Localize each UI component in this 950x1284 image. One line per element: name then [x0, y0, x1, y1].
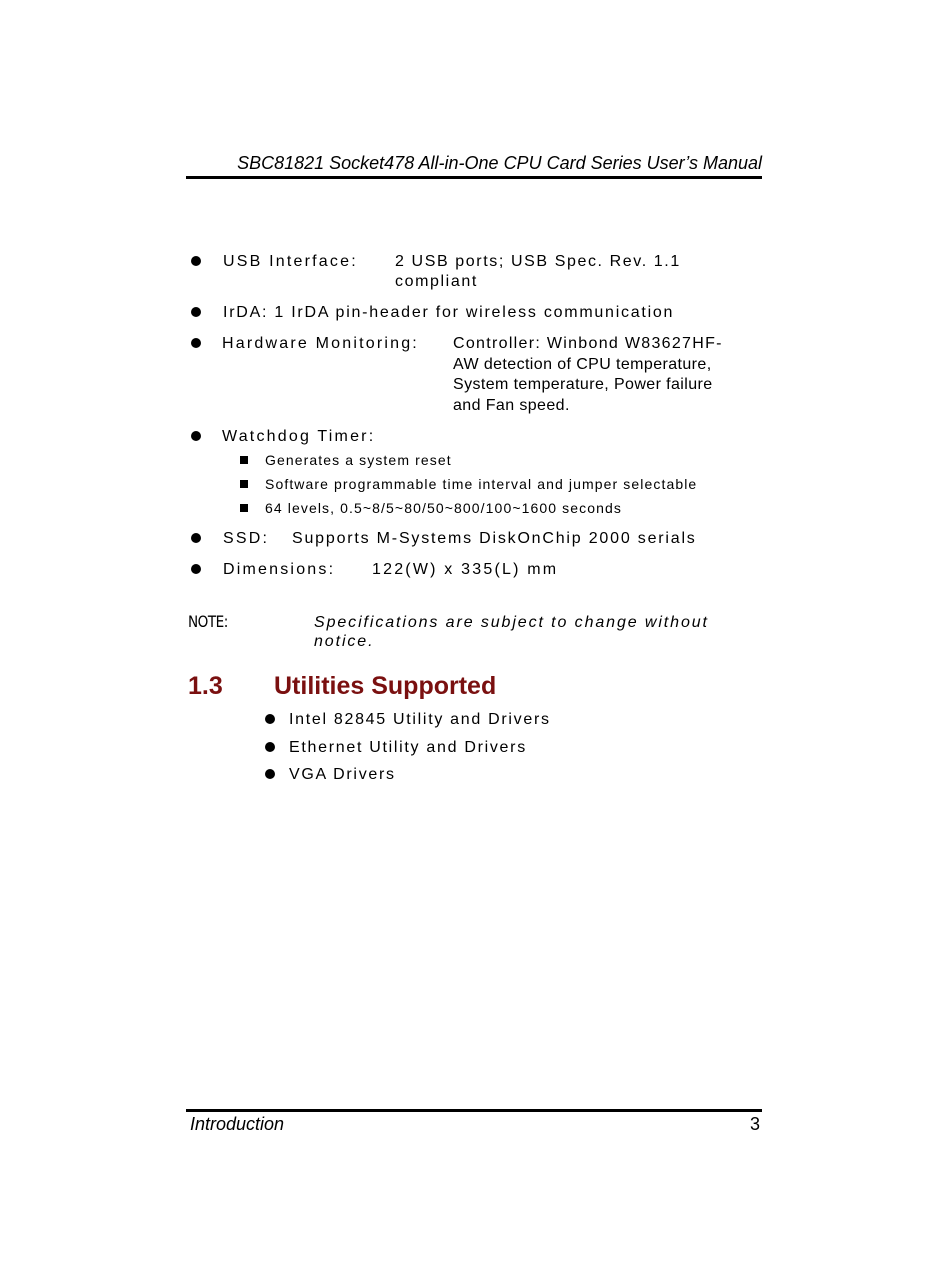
hw-value-line2: AW detection of CPU temperature,	[453, 356, 712, 373]
bullet-icon	[265, 714, 275, 724]
watchdog-label: Watchdog Timer:	[222, 428, 376, 445]
watchdog-item: Software programmable time interval and jumper selectable	[265, 476, 698, 492]
ssd-value: Supports M-Systems DiskOnChip 2000 serials	[292, 530, 697, 547]
section-title: Utilities Supported	[274, 672, 497, 700]
bullet-icon	[265, 769, 275, 779]
utility-item: Intel 82845 Utility and Drivers	[289, 711, 551, 728]
dimensions-value: 122(W) x 335(L) mm	[372, 561, 559, 578]
hw-value-line4: and Fan speed.	[453, 397, 570, 414]
utility-item: Ethernet Utility and Drivers	[289, 739, 527, 756]
square-bullet-icon	[240, 480, 248, 488]
note-label: NOTE:	[188, 612, 228, 631]
section-number: 1.3	[188, 672, 223, 700]
bullet-icon	[265, 742, 275, 752]
dimensions-label: Dimensions:	[223, 561, 336, 578]
footer-rule	[186, 1109, 762, 1112]
square-bullet-icon	[240, 504, 248, 512]
note-text: Specifications are subject to change without notice.	[314, 614, 709, 650]
irda-spec: IrDA: 1 IrDA pin-header for wireless communication	[223, 304, 675, 321]
bullet-icon	[191, 564, 201, 574]
hw-value-line1: Controller: Winbond W83627HF-	[453, 335, 723, 352]
footer-chapter: Introduction	[190, 1114, 285, 1134]
usb-label: USB Interface:	[223, 253, 358, 270]
watchdog-item: Generates a system reset	[265, 452, 452, 468]
bullet-icon	[191, 256, 201, 266]
utility-item: VGA Drivers	[289, 766, 396, 783]
hw-monitoring-label: Hardware Monitoring:	[222, 335, 419, 352]
watchdog-item: 64 levels, 0.5~8/5~80/50~800/100~1600 seconds	[265, 500, 622, 516]
square-bullet-icon	[240, 456, 248, 464]
running-header: SBC81821 Socket478 All-in-One CPU Card Series User’s Manual	[237, 153, 762, 173]
usb-value-line1: 2 USB ports; USB Spec. Rev. 1.1	[395, 253, 681, 270]
header-rule	[186, 176, 762, 179]
usb-value-line2: compliant	[395, 273, 478, 290]
bullet-icon	[191, 338, 201, 348]
bullet-icon	[191, 533, 201, 543]
hw-value-line3: System temperature, Power failure	[453, 376, 713, 393]
page-number: 3	[749, 1114, 760, 1134]
bullet-icon	[191, 431, 201, 441]
ssd-label: SSD:	[223, 530, 270, 547]
bullet-icon	[191, 307, 201, 317]
